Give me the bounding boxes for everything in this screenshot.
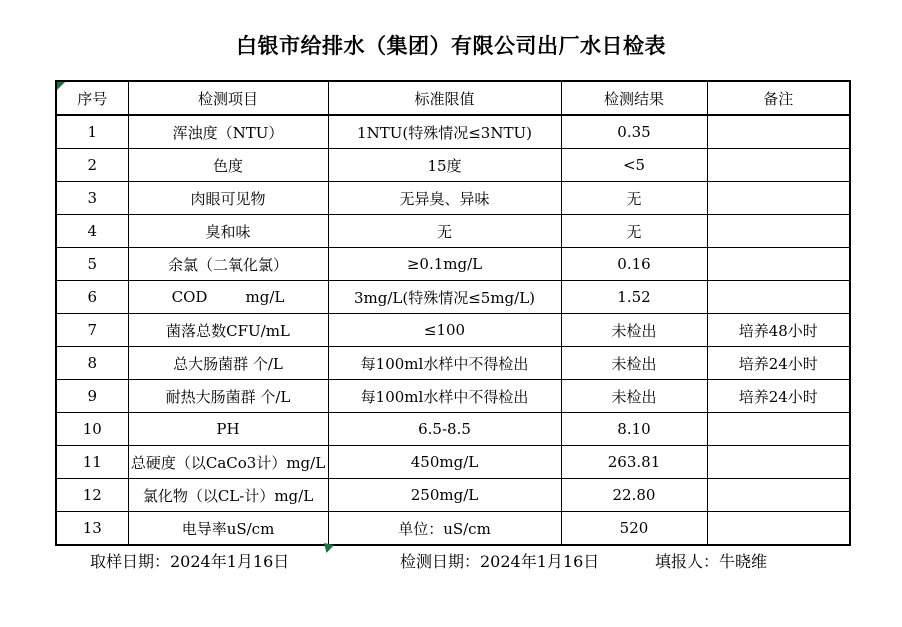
cell-result: 8.10	[561, 413, 707, 446]
report-footer	[0, 549, 902, 573]
cell-item: 肉眼可见物	[128, 182, 328, 215]
cell-standard: 450mg/L	[328, 446, 561, 479]
table-row	[56, 380, 850, 413]
cell-seq: 3	[56, 182, 128, 215]
header-item: 检测项目	[128, 81, 328, 115]
cell-result: 263.81	[561, 446, 707, 479]
cell-note: 培养24小时	[707, 380, 850, 413]
cell-item: 菌落总数CFU/mL	[128, 314, 328, 347]
cell-item: 总大肠菌群 个/L	[128, 347, 328, 380]
cell-note	[707, 115, 850, 149]
cell-result: 1.52	[561, 281, 707, 314]
header-seq: 序号	[56, 81, 128, 115]
cell-result: 未检出	[561, 314, 707, 347]
cell-seq: 9	[56, 380, 128, 413]
cell-seq: 1	[56, 115, 128, 149]
table-row	[56, 182, 850, 215]
cell-result: 520	[561, 512, 707, 546]
table-row	[56, 512, 850, 546]
cell-note	[707, 413, 850, 446]
cell-note: 培养24小时	[707, 347, 850, 380]
header-note: 备注	[707, 81, 850, 115]
reporter: 填报人：牛晓维	[655, 552, 768, 571]
cell-standard: 6.5-8.5	[328, 413, 561, 446]
cell-result: 0.16	[561, 248, 707, 281]
test-date: 检测日期：2024年1月16日	[400, 552, 600, 571]
cell-standard: 每100ml水样中不得检出	[328, 347, 561, 380]
cell-result: 未检出	[561, 380, 707, 413]
cell-result: 0.35	[561, 115, 707, 149]
cell-seq: 7	[56, 314, 128, 347]
cell-standard: 无异臭、异味	[328, 182, 561, 215]
header-standard: 标准限值	[328, 81, 561, 115]
cell-standard: 3mg/L(特殊情况≤5mg/L)	[328, 281, 561, 314]
cell-seq: 13	[56, 512, 128, 546]
cell-item: 氯化物（以CL-计）mg/L	[128, 479, 328, 512]
table-row	[56, 413, 850, 446]
cell-seq: 10	[56, 413, 128, 446]
table-row	[56, 446, 850, 479]
cell-note: 培养48小时	[707, 314, 850, 347]
cell-seq: 5	[56, 248, 128, 281]
table-body	[56, 115, 850, 545]
table-row	[56, 281, 850, 314]
cell-note	[707, 248, 850, 281]
table-row	[56, 314, 850, 347]
header-result: 检测结果	[561, 81, 707, 115]
cell-result: <5	[561, 149, 707, 182]
sampling-date: 取样日期：2024年1月16日	[90, 552, 290, 571]
cell-standard: 无	[328, 215, 561, 248]
cell-item: 余氯（二氧化氯）	[128, 248, 328, 281]
cell-seq: 2	[56, 149, 128, 182]
cell-note	[707, 281, 850, 314]
table-row	[56, 115, 850, 149]
cell-note	[707, 215, 850, 248]
cell-item: PH	[128, 413, 328, 446]
cell-item: 电导率uS/cm	[128, 512, 328, 546]
table-row	[56, 248, 850, 281]
cell-item: 总硬度（以CaCo3计）mg/L	[128, 446, 328, 479]
cell-standard: ≥0.1mg/L	[328, 248, 561, 281]
cell-note	[707, 149, 850, 182]
table-row	[56, 479, 850, 512]
cell-item: 耐热大肠菌群 个/L	[128, 380, 328, 413]
cell-standard: ≤100	[328, 314, 561, 347]
cell-result: 未检出	[561, 347, 707, 380]
table-row	[56, 347, 850, 380]
cell-item: COD mg/L	[128, 281, 328, 314]
cell-note	[707, 446, 850, 479]
cell-item: 色度	[128, 149, 328, 182]
table-row	[56, 215, 850, 248]
cell-seq: 12	[56, 479, 128, 512]
page-title: 白银市给排水（集团）有限公司出厂水日检表	[236, 33, 666, 58]
cell-standard: 250mg/L	[328, 479, 561, 512]
cell-standard: 15度	[328, 149, 561, 182]
cell-seq: 11	[56, 446, 128, 479]
inspection-table-wrap	[55, 80, 851, 546]
cell-item: 臭和味	[128, 215, 328, 248]
cell-standard: 单位：uS/cm	[328, 512, 561, 546]
cell-standard: 每100ml水样中不得检出	[328, 380, 561, 413]
cell-result: 无	[561, 182, 707, 215]
cell-seq: 4	[56, 215, 128, 248]
cell-result: 无	[561, 215, 707, 248]
cell-item: 浑浊度（NTU）	[128, 115, 328, 149]
cell-standard: 1NTU(特殊情况≤3NTU)	[328, 115, 561, 149]
cell-note	[707, 182, 850, 215]
inspection-table	[55, 80, 851, 546]
cell-note	[707, 479, 850, 512]
header-row	[56, 81, 850, 115]
cell-seq: 8	[56, 347, 128, 380]
cell-seq: 6	[56, 281, 128, 314]
cell-note	[707, 512, 850, 546]
table-row	[56, 149, 850, 182]
cell-result: 22.80	[561, 479, 707, 512]
